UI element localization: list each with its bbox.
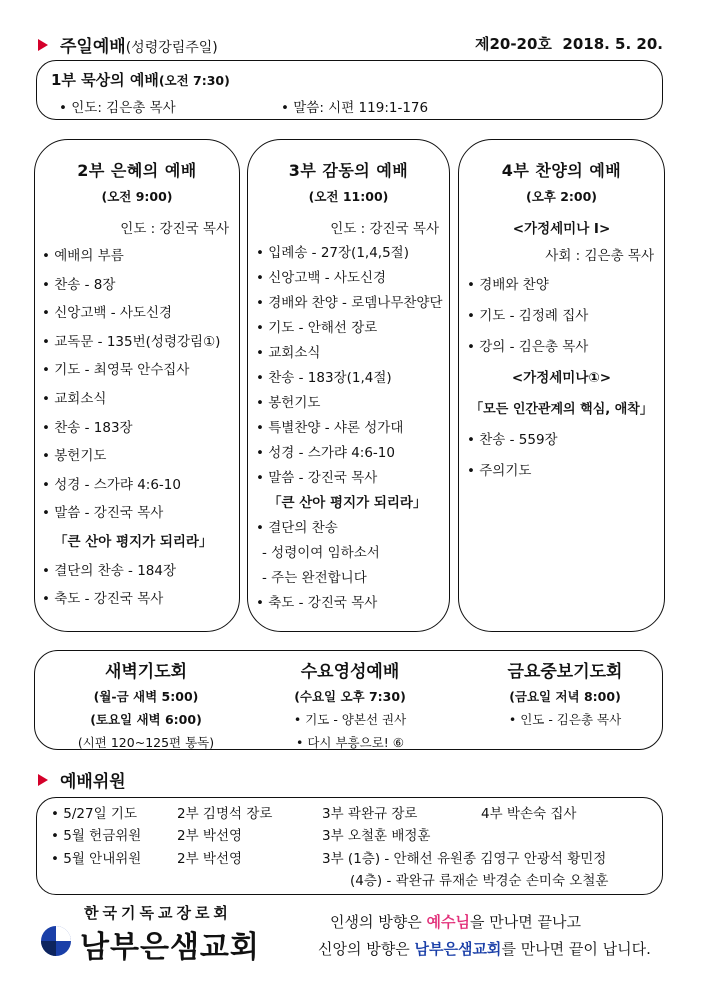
denomination-name: 한국기독교장로회 (84, 904, 232, 922)
list-item: • 결단의 찬송 - 184장 (42, 562, 177, 579)
list-item: - 성령이여 임하소서 (262, 545, 380, 561)
church-name: 남부은샘교회 (80, 930, 260, 965)
list-item: • 축도 - 강진국 목사 (42, 591, 164, 608)
list-item: • 입례송 - 27장(1,4,5절) (256, 245, 409, 261)
friday-prayer (479, 657, 651, 731)
committee-cell: (4층) - 곽완규 류재순 박경순 손미숙 오철훈 (350, 873, 609, 889)
service1-title: 1부 묵상의 예배 (51, 71, 159, 89)
wednesday-line: • 다시 부흥으로! ⑥ (296, 735, 404, 750)
committee-cell: 2부 김명석 장로 (177, 806, 273, 822)
list-item: • 찬송 - 183장(1,4절) (256, 370, 392, 386)
motto-text: 신앙의 방향은 (318, 940, 415, 958)
list-item: • 축도 - 강진국 목사 (256, 595, 378, 611)
friday-line: (금요일 저녁 8:00) (509, 689, 621, 704)
wednesday-title: 수요영성예배 (300, 662, 400, 682)
dawn-line: (토요일 새벽 6:00) (90, 712, 202, 727)
list-item: • 말씀 - 강진국 목사 (42, 505, 164, 522)
service4-time: (오후 2:00) (525, 189, 598, 204)
service3-leader: 인도 : 강진국 목사 (330, 221, 439, 237)
list-item: • 성경 - 스가랴 4:6-10 (42, 476, 181, 493)
list-item: • 기도 - 김정례 집사 (467, 308, 589, 324)
list-item: • 결단의 찬송 (256, 520, 338, 536)
committee-title: 예배위원 (60, 772, 126, 792)
sermon-title: 「큰 산아 평지가 되리라」 (268, 495, 427, 511)
list-item: • 봉헌기도 (42, 448, 107, 465)
list-item: • 강의 - 김은총 목사 (467, 339, 589, 355)
service4-order-2 (459, 425, 664, 487)
list-item: • 찬송 - 183장 (42, 419, 133, 436)
list-item: • 교독문 - 135번(성령강림①) (42, 333, 221, 350)
dawn-prayer (53, 657, 239, 754)
committee-cell: • 5/27일 기도 (51, 806, 137, 822)
friday-title: 금요중보기도회 (507, 662, 623, 682)
church-logo-icon (40, 925, 72, 957)
list-item: • 경배와 찬양 - 로뎀나무찬양단 (256, 295, 443, 311)
committee-cell: 3부 (1층) - 안해선 유원종 김영구 안광석 황민정 (322, 851, 607, 867)
service3-order (248, 241, 449, 616)
service4-column (458, 139, 665, 632)
list-item: • 기도 - 최영묵 안수집사 (42, 362, 190, 379)
committee-cell: 3부 오철훈 배정훈 (322, 828, 431, 844)
friday-line: • 인도 - 김은총 목사 (508, 712, 622, 727)
motto-text: 을 만나면 끝나고 (469, 913, 581, 931)
page-title (60, 32, 218, 57)
list-item: • 찬송 - 8장 (42, 276, 116, 293)
committee-cell: 4부 박손숙 집사 (481, 806, 577, 822)
service1-leader: • 인도: 김은총 목사 (59, 100, 176, 116)
service1-box (36, 60, 663, 120)
dawn-line: (월-금 새벽 5:00) (93, 689, 199, 704)
committee-cell: 2부 박선영 (177, 828, 243, 844)
motto-highlight: 남부은샘교회 (414, 940, 502, 958)
list-item: • 성경 - 스가랴 4:6-10 (256, 445, 395, 461)
committee-box (36, 797, 663, 895)
motto-highlight: 예수님 (426, 913, 470, 931)
committee-cell: • 5월 안내위원 (51, 851, 142, 867)
service3-time: (오전 11:00) (308, 189, 389, 204)
list-item: • 주의기도 (467, 463, 532, 479)
list-item: • 기도 - 안해선 장로 (256, 320, 378, 336)
issue-info (475, 33, 663, 54)
committee-cell: 2부 박선영 (177, 851, 243, 867)
motto-line-1 (330, 911, 581, 932)
list-item: • 신앙고백 - 사도신경 (256, 270, 387, 286)
seminar-label: <가정세미나①> (511, 370, 612, 386)
issue-date: 2018. 5. 20. (562, 35, 663, 53)
list-item: • 경배와 찬양 (467, 277, 549, 293)
committee-cell: 3부 곽완규 장로 (322, 806, 418, 822)
committee-cell: • 5월 헌금위원 (51, 828, 142, 844)
service3-column (247, 139, 450, 632)
wednesday-line: (수요일 오후 7:30) (294, 689, 406, 704)
list-item: • 교회소식 (256, 345, 321, 361)
service1-time: (오전 7:30) (158, 73, 230, 88)
subtitle-text: (성령강림주일) (125, 40, 218, 56)
list-item: • 특별찬양 - 샤론 성가대 (256, 420, 404, 436)
service2-order (35, 242, 239, 614)
service2-leader: 인도 : 강진국 목사 (120, 221, 229, 237)
church-logo (40, 925, 72, 957)
service1-heading (51, 69, 230, 90)
service4-order (459, 270, 664, 363)
service2-column (34, 139, 240, 632)
dawn-line: (시편 120~125편 통독) (77, 735, 215, 750)
weekly-meetings-box (34, 650, 663, 750)
service2-time: (오전 9:00) (101, 189, 173, 204)
lecture-title: 「모든 인간관계의 핵심, 애착」 (470, 402, 653, 417)
list-item: • 예배의 부름 (42, 248, 124, 264)
service1-sermon: • 말씀: 시편 119:1-176 (281, 100, 429, 116)
issue-number: 제20-20호 (474, 35, 552, 53)
motto-line-2 (318, 938, 651, 959)
list-item: • 봉헌기도 (256, 395, 321, 411)
list-item: • 찬송 - 559장 (467, 432, 558, 448)
list-item: • 신앙고백 - 사도신경 (42, 305, 173, 322)
motto-text: 를 만나면 끝이 납니다. (501, 940, 651, 958)
service3-title: 3부 감동의 예배 (288, 161, 409, 180)
list-item: • 말씀 - 강진국 목사 (256, 470, 378, 486)
service4-host: 사회 : 김은총 목사 (545, 248, 654, 264)
list-item: • 교회소식 (42, 390, 107, 407)
service4-title: 4부 찬양의 예배 (501, 161, 622, 180)
sermon-title: 「큰 산아 평지가 되리라」 (54, 533, 213, 550)
title-text: 주일예배 (60, 37, 126, 57)
wednesday-service (265, 657, 435, 754)
service2-title: 2부 은혜의 예배 (77, 161, 197, 180)
dawn-title: 새벽기도회 (104, 662, 188, 682)
wednesday-line: • 기도 - 양본선 권사 (293, 712, 407, 727)
section-marker-icon (38, 39, 48, 51)
seminar-label: <가정세미나 Ⅰ> (512, 221, 611, 237)
motto-text: 인생의 방향은 (330, 913, 427, 931)
section-marker-icon (38, 774, 48, 786)
list-item: - 주는 완전합니다 (262, 570, 367, 586)
